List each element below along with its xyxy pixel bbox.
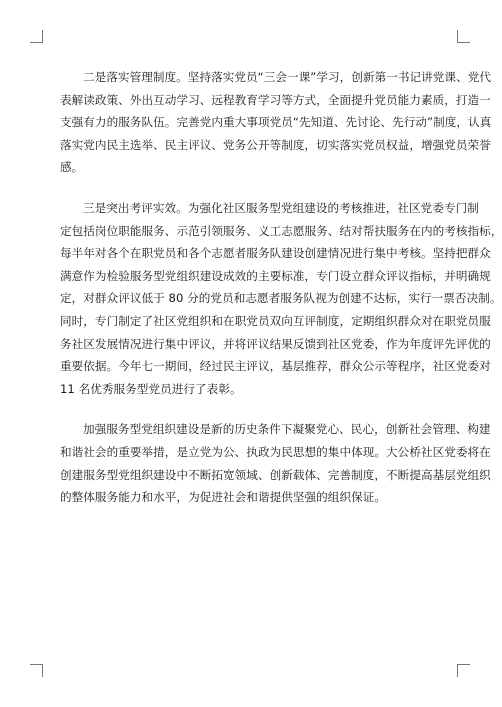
crop-mark-bottom-right	[457, 664, 470, 677]
text-line: 表解读政策、外出互动学习、远程教育学习等方式，全面提升党员能力素质，打造一	[60, 92, 491, 107]
text-line: 支强有力的服务队伍。完善党内重大事项党员“先知道、先讨论、先行动”制度，认真	[60, 115, 492, 130]
crop-mark-top-left	[30, 30, 43, 43]
text-line: 创建服务型党组织建设中不断拓宽领域、创新载体、完善制度，不断提高基层党组织	[60, 467, 491, 482]
text-line: 感。	[60, 160, 84, 175]
document-body	[60, 66, 502, 527]
text-line: 和谐社会的重要举措，是立党为公、执政为民思想的集中体现。大公桥社区党委将在	[60, 444, 491, 459]
crop-mark-bottom-left	[30, 664, 43, 677]
paragraph-conclusion	[60, 418, 491, 508]
text-line: 三是突出考评实效。为强化社区服务型党组建设的考核推进，社区党委专门制	[83, 200, 479, 215]
crop-mark-top-right	[457, 30, 470, 43]
text-line: 满意作为检验服务型党组织建设成效的主要标准，专门设立群众评议指标，并明确规	[60, 268, 491, 283]
text-line: 重要依据。今年七一期间，经过民主评议，基层推荐，群众公示等程序，社区党委对	[60, 359, 491, 374]
text-line: 11 名优秀服务型党员进行了表彰。	[60, 381, 242, 396]
text-line: 定，对群众评议低于 80 分的党员和志愿者服务队视为创建不达标，实行一票否决制。	[60, 291, 502, 306]
text-line: 定包括岗位职能服务、示范引领服务、义工志愿服务、结对帮扶服务在内的考核指标，	[60, 223, 502, 238]
text-line: 落实党内民主选举、民主评议、党务公开等制度，切实落实党员权益，增强党员荣誉	[60, 137, 491, 152]
text-line: 同时，专门制定了社区党组织和在职党员双向互评制度，定期组织群众对在职党员服	[60, 313, 491, 328]
text-line: 加强服务型党组织建设是新的历史条件下凝聚党心、民心，创新社会管理、构建	[83, 422, 491, 437]
text-line: 每半年对各个在职党员和各个志愿者服务队建设创建情况进行集中考核。坚持把群众	[60, 246, 491, 261]
paragraph-evaluation	[60, 197, 502, 400]
text-line: 的整体服务能力和水平，为促进社会和谐提供坚强的组织保证。	[60, 490, 387, 505]
paragraph-management-system	[60, 66, 492, 179]
text-line: 二是落实管理制度。坚持落实党员“三会一课”学习，创新第一书记讲党课、党代	[83, 70, 492, 84]
text-line: 务社区发展情况进行集中评议，并将评议结果反馈到社区党委，作为年度评先评优的	[60, 336, 491, 351]
